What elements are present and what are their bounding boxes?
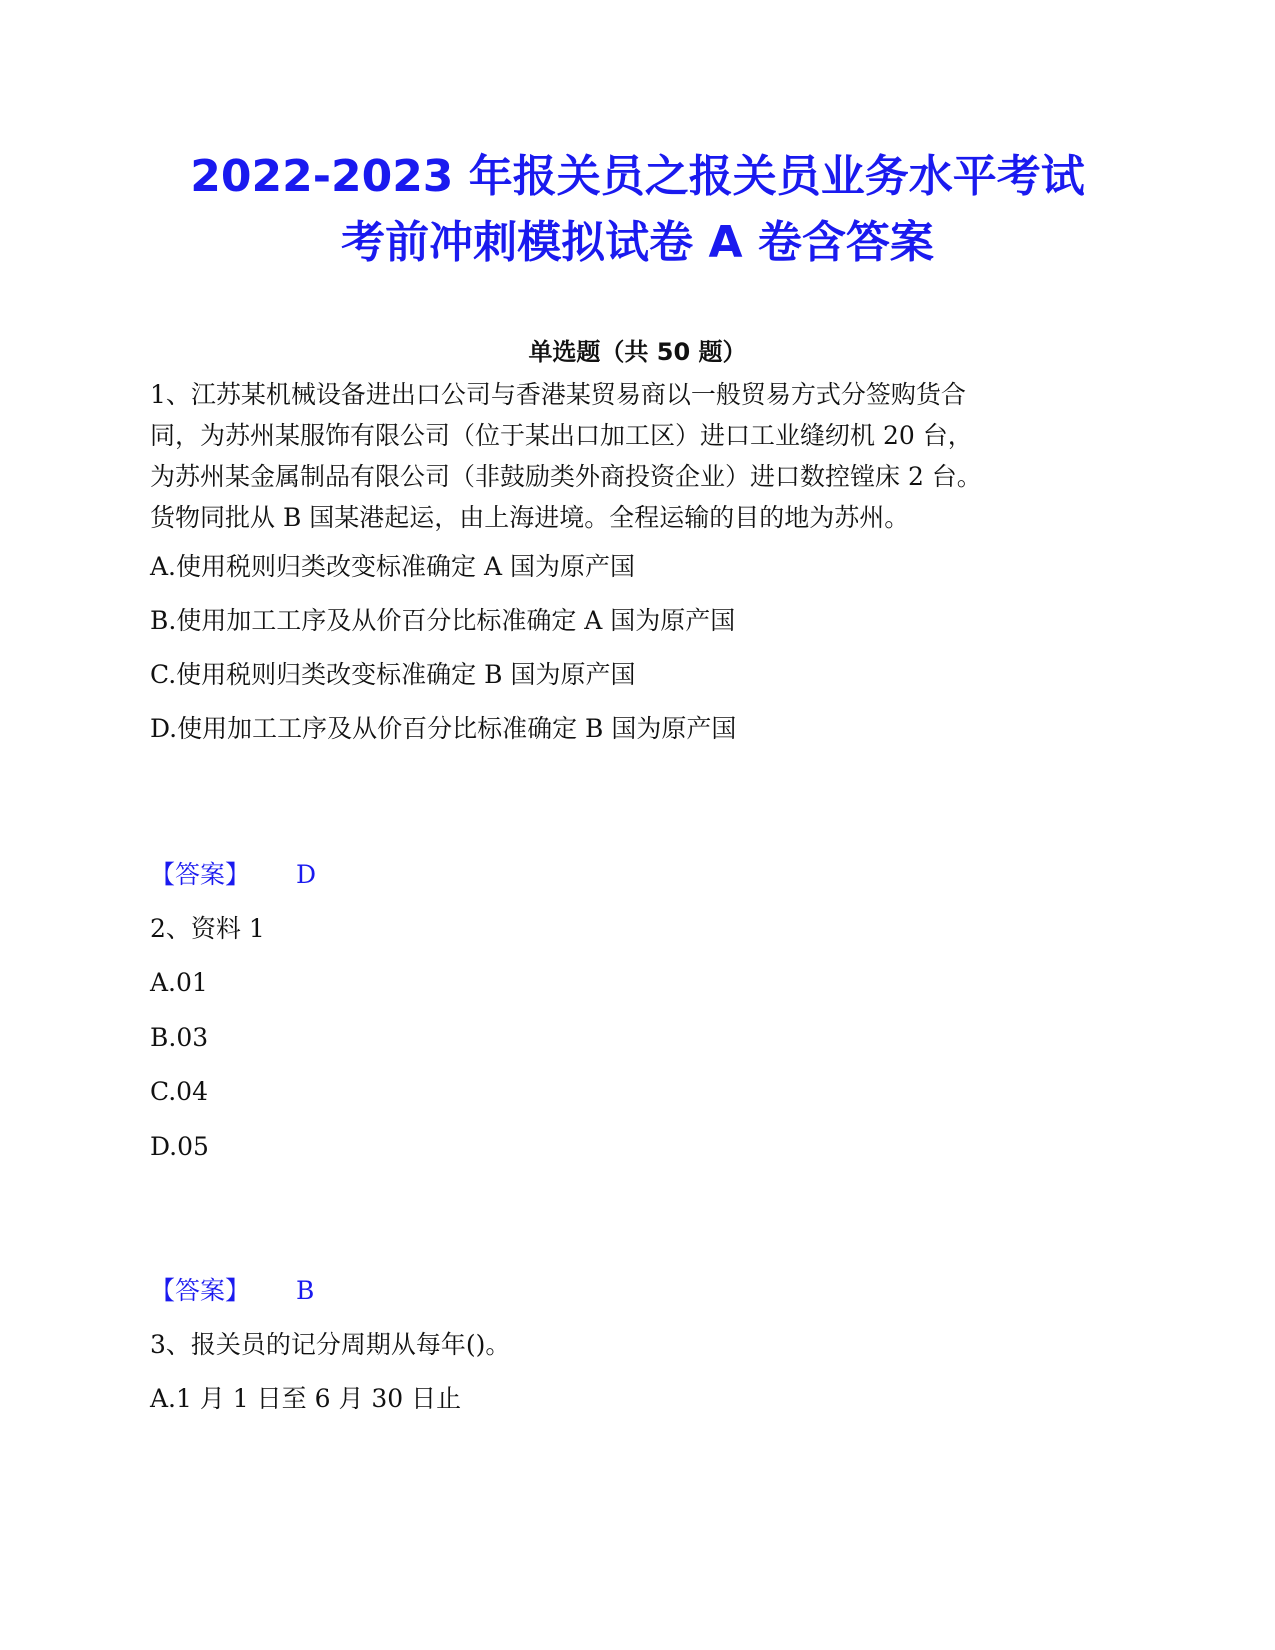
answer-row — [150, 1274, 314, 1308]
option-d: D.使用加工工序及从价百分比标准确定 B 国为原产国 — [150, 714, 737, 743]
question-stem-line: 货物同批从 B 国某港起运，由上海进境。全程运输的目的地为苏州。 — [150, 503, 910, 532]
option-a: A.1 月 1 日至 6 月 30 日止 — [150, 1384, 462, 1413]
option-b: B.03 — [150, 1023, 209, 1052]
option-c: C.使用税则归类改变标准确定 B 国为原产国 — [150, 660, 636, 689]
question-stem-line: 同，为苏州某服饰有限公司（位于某出口加工区）进口工业缝纫机 20 台， — [150, 421, 973, 450]
title-line-1: 2022-2023 年报关员之报关员业务水平考试 — [190, 151, 1085, 202]
question-stem-line: 2、资料 1 — [150, 914, 265, 943]
question-stem-line: 3、报关员的记分周期从每年()。 — [150, 1330, 511, 1359]
title-line-2: 考前冲刺模拟试卷 A 卷含答案 — [341, 217, 934, 268]
option-a: A.使用税则归类改变标准确定 A 国为原产国 — [150, 552, 635, 581]
answer-label: 【答案】 — [150, 860, 251, 889]
question-stem-line: 1、江苏某机械设备进出口公司与香港某贸易商以一般贸易方式分签购货合 — [150, 380, 966, 409]
answer-value: D — [296, 860, 317, 889]
option-d: D.05 — [150, 1132, 209, 1161]
option-a: A.01 — [150, 968, 208, 997]
section-heading: 单选题（共 50 题） — [528, 338, 747, 366]
answer-label: 【答案】 — [150, 1276, 251, 1305]
document-title — [0, 146, 1275, 278]
question-stem-line: 为苏州某金属制品有限公司（非鼓励类外商投资企业）进口数控镗床 2 台。 — [150, 462, 982, 491]
option-c: C.04 — [150, 1077, 208, 1106]
option-b: B.使用加工工序及从价百分比标准确定 A 国为原产国 — [150, 606, 736, 635]
answer-row — [150, 858, 316, 892]
answer-value: B — [296, 1276, 315, 1305]
